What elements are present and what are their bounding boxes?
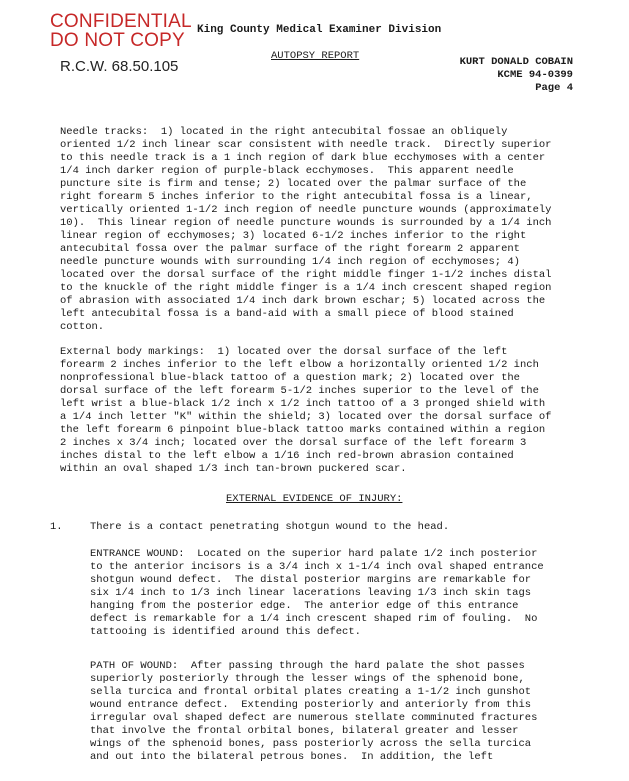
external-markings-paragraph: External body markings: 1) located over the dorsal surface of the left forearm 2 inches inferior to the left elbow a horizontally oriented 1/2 inch nonprofessional blue-black tattoo of a question mark; 2) located over the dorsal surface of the left forearm 5-1/2 inches superior to the level of the left wrist a blue-black 1/2 inch x 1/2 inch tattoo of a 3 pronged shield with a 1/4 inch letter "K" within the shield; 3) located over the dorsal surface of the left forearm 6 pinpoint blue-black tattoo marks contained within a region 2 inches x 3/4 inch; located over the dorsal surface of the left forearm 3 inches distal to the left elbow a 1/16 inch red-brown abrasion contained within an oval shaped 1/3 inch tan-brown puckered scar. xyxy=(60,346,552,475)
case-info xyxy=(460,56,573,95)
report-title: AUTOPSY REPORT xyxy=(271,50,360,62)
stamp-line-do-not-copy: DO NOT COPY xyxy=(50,30,185,51)
entrance-wound-paragraph: ENTRANCE WOUND: Located on the superior hard palate 1/2 inch posterior to the anterior incisors is a 3/4 inch x 1-1/4 inch oval shaped entrance shotgun wound defect. The distal posterior margins are remarkable for six 1/4 inch to 1/3 inch linear lacerations leaving 1/3 inch skin tags hanging from the posterior edge. The anterior edge of this entrance defect is remarkable for a 1/4 inch crescent shaped rim of fouling. No tattooing is identified around this defect. xyxy=(90,548,544,638)
stamp-line-confidential: CONFIDENTIAL xyxy=(50,11,192,32)
path-of-wound-paragraph: PATH OF WOUND: After passing through the hard palate the shot passes superiorly posteriorly through the lesser wings of the sphenoid bone, sella turcica and frontal orbital plates creating a 1-1/2 inch gunshot wound entrance defect. Extending posteriorly and anteriorly from this irregular oval shaped defect are numerous stellate comminuted fractures that involve the frontal orbital bones, bilateral greater and lesser wings of the sphenoid bones, pass posteriorly across the sella turcica and out into the bilateral petrous bones. In addition, the left xyxy=(90,660,538,763)
rcw-reference: R.C.W. 68.50.105 xyxy=(60,58,179,75)
subject-name: KURT DONALD COBAIN xyxy=(459,56,573,68)
item-text: There is a contact penetrating shotgun wound to the head. xyxy=(90,521,450,533)
case-number: KCME 94-0399 xyxy=(497,69,573,81)
needle-tracks-paragraph: Needle tracks: 1) located in the right antecubital fossae an obliquely oriented 1/2 inch linear scar consistent with needle track. Directly superior to this needle track is a 1 inch region of dark blue ecchymoses with a center 1/4 inch darker region of purple-black ecchymoses. This apparent needle puncture site is firm and tense; 2) located over the palmar surface of the right forearm 5 inches inferior to the right antecubital fossa is a linear, vertically oriented 1-1/2 inch region of needle puncture wounds (approximately 10). This linear region of needle puncture wounds is surrounded by a 1/4 inch linear region of ecchymoses; 3) located 6-1/2 inches inferior to the right antecubital fossa over the palmar surface of the right forearm 2 apparent needle puncture wounds with surrounding 1/4 inch region of ecchymoses; 4) located over the dorsal surface of the right middle finger 1-1/2 inches distal to the knuckle of the right middle finger is a 1/4 inch crescent shaped region of abrasion with associated 1/4 inch dark brown eschar; 5) located across the left antecubital fossa is a band-aid with a small piece of blood stained cotton. xyxy=(60,126,552,333)
item-number: 1. xyxy=(50,521,63,533)
page-number: Page 4 xyxy=(535,82,573,94)
division-name: King County Medical Examiner Division xyxy=(197,24,442,36)
section-heading: EXTERNAL EVIDENCE OF INJURY: xyxy=(226,493,403,505)
confidential-stamp xyxy=(50,12,192,50)
